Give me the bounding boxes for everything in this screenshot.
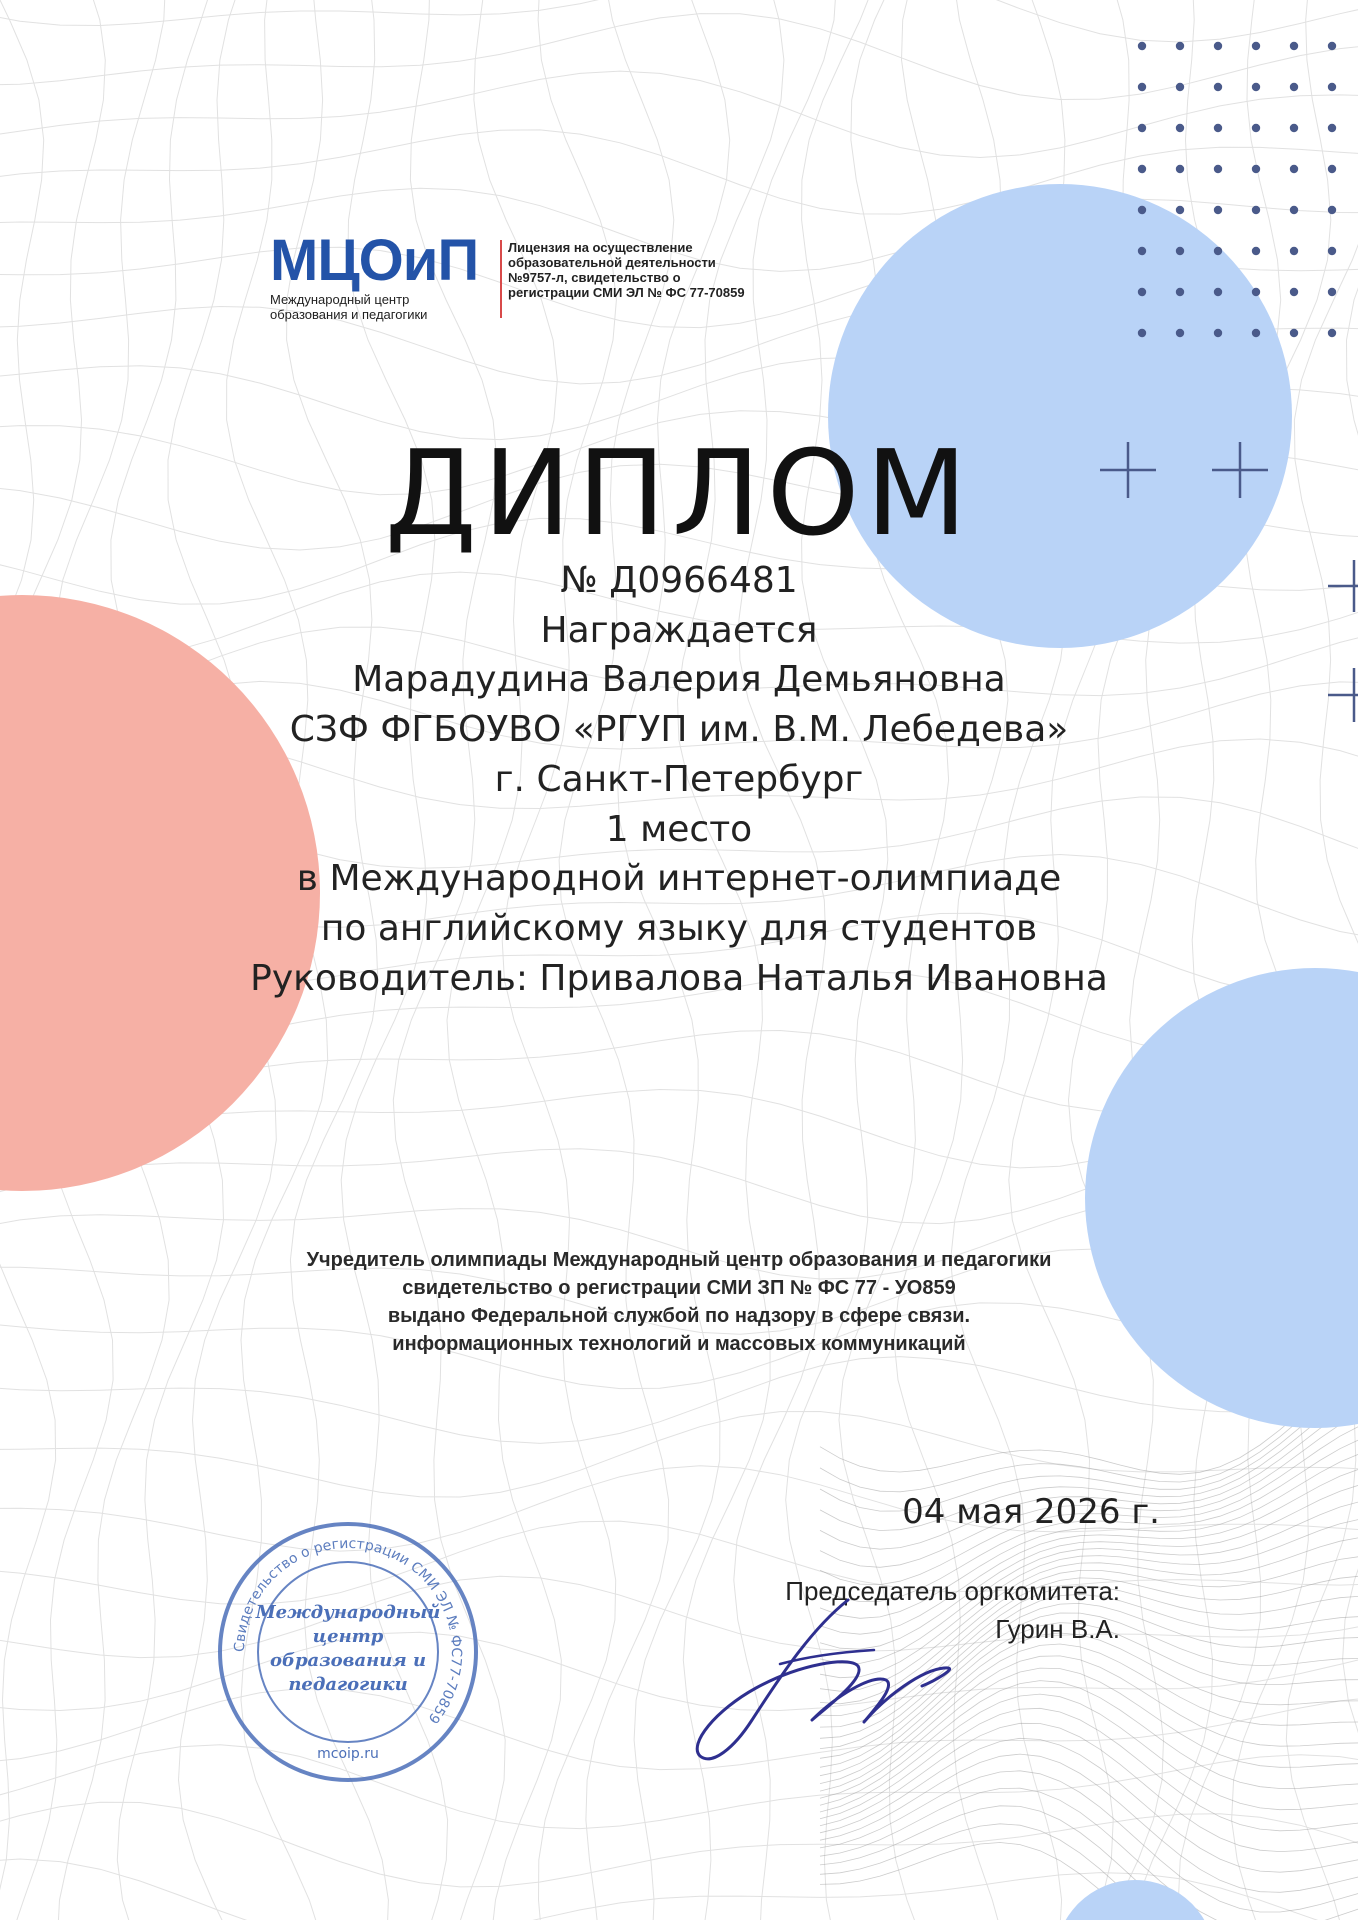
blue-circle-bottom [1055,1880,1215,1920]
founder-line-2: свидетельство о регистрации СМИ ЗП № ФС 77 - УО859 [402,1277,956,1299]
stamp-center-2: центр [312,1626,384,1647]
city: г. Санкт-Петербург [494,758,864,800]
chair-name: Гурин В.А. [995,1614,1120,1644]
founder-line-4: информационных технологий и массовых коммуникаций [392,1333,966,1355]
supervisor: Руководитель: Привалова Наталья Ивановна [250,957,1108,999]
diploma-title: ДИПЛОМ [384,424,974,562]
place: 1 место [605,808,753,850]
logo-subtitle: Международный центр образования и педагогики [270,292,428,322]
stamp-center-1: Международный [255,1602,441,1623]
stamp-seal [214,1518,482,1786]
logo [270,228,479,322]
logo-divider [500,240,502,318]
blue-circle-right [1085,968,1358,1428]
logo-text: МЦОиП [270,228,479,293]
award-phrase: Награждается [540,609,818,651]
stamp-center-4: педагогики [288,1674,408,1695]
founder-info [0,1246,1358,1358]
issue-date: 04 мая 2026 г. [902,1492,1160,1532]
event-line-1: в Международной интернет-олимпиаде [296,858,1062,900]
event-line-2: по английскому языку для студентов [320,907,1038,949]
founder-line-3: выдано Федеральной службой по надзору в сфере связи. [387,1305,971,1327]
diploma-number: № Д0966481 [560,560,798,601]
institution: СЗФ ФГБОУВО «РГУП им. В.М. Лебедева» [289,709,1069,751]
license-text: Лицензия на осуществление образовательной деятельности №9757-л, свидетельство о регистрации СМИ ЭЛ № ФС 77-70859 [508,240,745,300]
founder-line-1: Учредитель олимпиады Международный центр образования и педагогики [306,1249,1052,1271]
signature [660,1570,980,1770]
recipient-name: Марадудина Валерия Демьяновна [352,659,1006,701]
stamp-ring-text: Свидетельство о регистрации СМИ ЭЛ № ФС77-70859 [231,1535,465,1727]
stamp-site: mcoip.ru [317,1746,379,1762]
chair-title: Председатель оргкомитета: [785,1576,1120,1606]
stamp-center-3: образования и [269,1650,427,1671]
diploma-body [0,556,1358,1003]
